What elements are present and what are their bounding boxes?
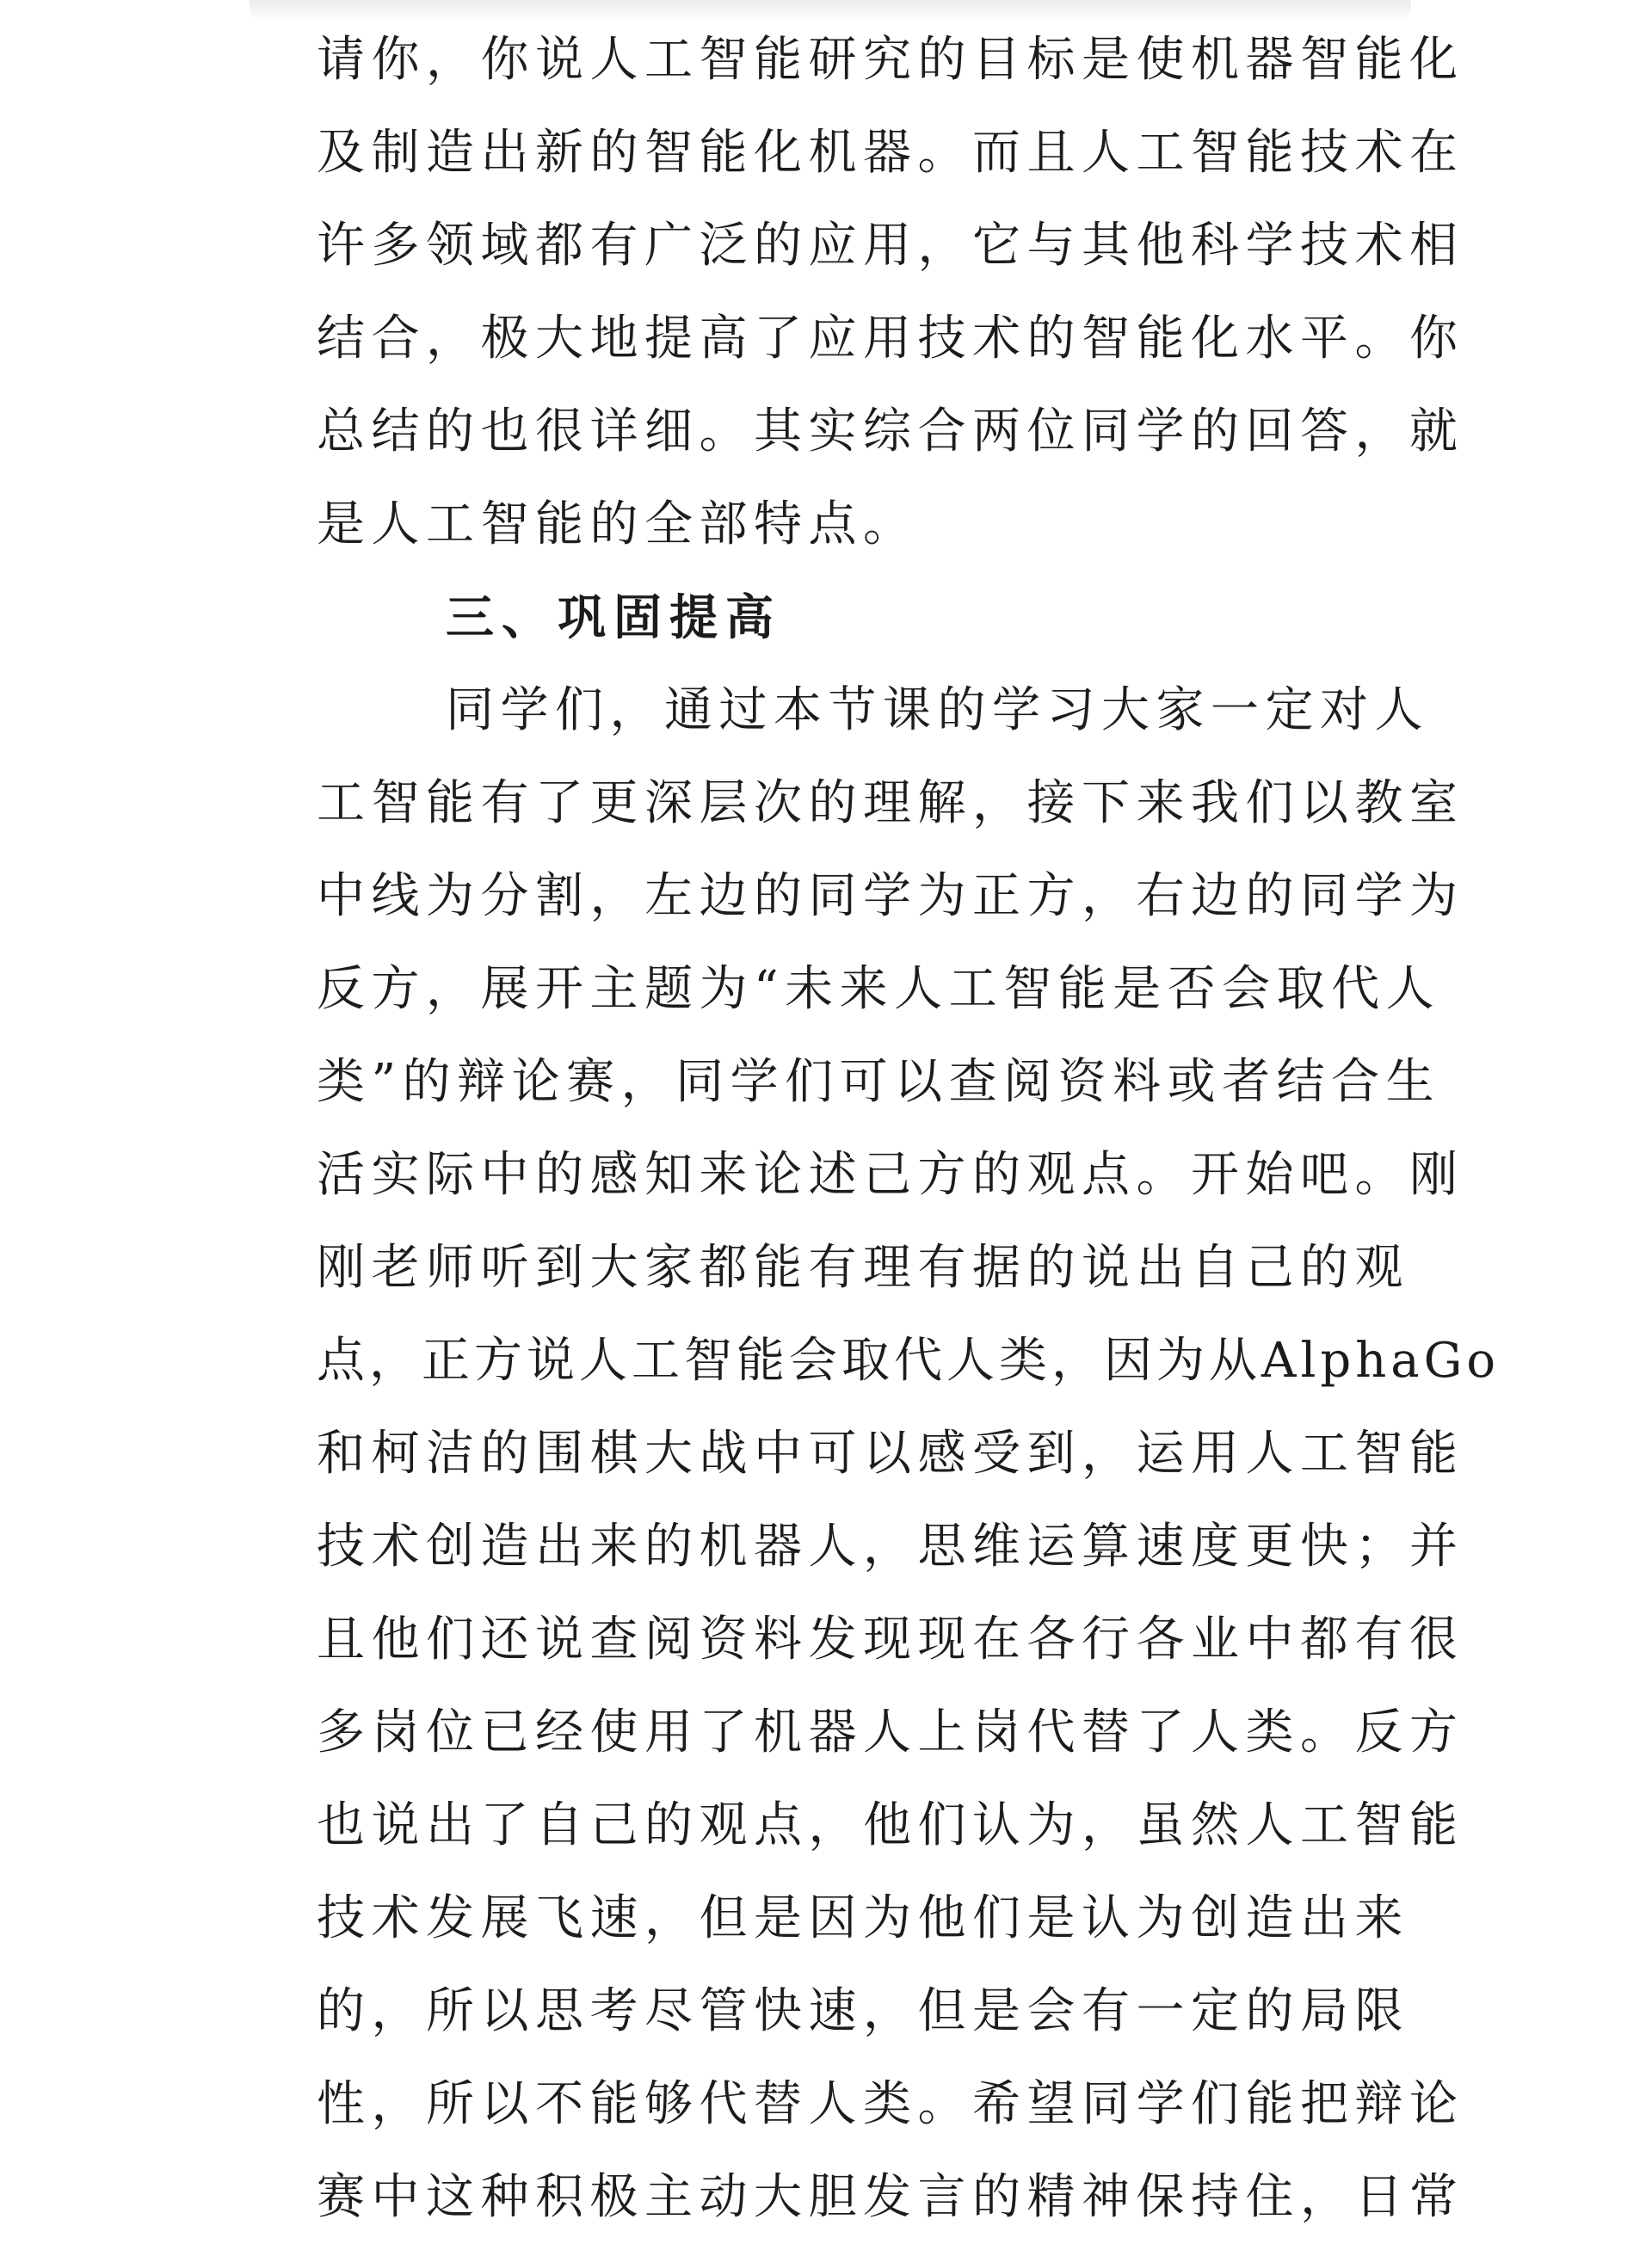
text-line: 是人工智能的全部特点。 (317, 496, 918, 552)
text-line: 点，正方说人工智能会取代人类，因为从AlphaGo (317, 1333, 1501, 1389)
text-line: 技术发展飞速，但是因为他们是认为创造出来 (317, 1890, 1409, 1946)
text-line: 多岗位已经使用了机器人上岗代替了人类。反方 (317, 1705, 1464, 1760)
text-line: 且他们还说查阅资料发现现在各行各业中都有很 (317, 1612, 1464, 1668)
section-heading: 三、巩固提高 (446, 589, 781, 646)
text-line: 许多领域都有广泛的应用，它与其他科学技术相 (317, 218, 1464, 274)
text-line: 刚老师听到大家都能有理有据的说出自己的观 (317, 1240, 1409, 1296)
text-line: 赛中这种积极主动大胆发言的精神保持住，日常 (317, 2169, 1464, 2225)
text-line: 也说出了自己的观点，他们认为，虽然人工智能 (317, 1797, 1464, 1853)
text-line: 技术创造出来的机器人，思维运算速度更快；并 (317, 1519, 1464, 1575)
text-line: 反方，展开主题为“未来人工智能是否会取代人 (317, 961, 1441, 1017)
text-line: 中线为分割，左边的同学为正方，右边的同学为 (317, 868, 1464, 924)
text-line: 请你，你说人工智能研究的目标是使机器智能化 (317, 32, 1464, 88)
text-line: 的，所以思考尽管快速，但是会有一定的局限 (317, 1983, 1409, 2039)
text-line: 工智能有了更深层次的理解，接下来我们以教室 (317, 775, 1464, 831)
text-line: 及制造出新的智能化机器。而且人工智能技术在 (317, 125, 1464, 181)
text-line: 性，所以不能够代替人类。希望同学们能把辩论 (317, 2076, 1464, 2132)
text-line: 总结的也很详细。其实综合两位同学的回答，就 (317, 404, 1464, 459)
text-line: 活实际中的感知来论述己方的观点。开始吧。刚 (317, 1147, 1464, 1203)
text-line: 类”的辩论赛，同学们可以查阅资料或者结合生 (317, 1054, 1441, 1110)
text-line: 和柯洁的围棋大战中可以感受到，运用人工智能 (317, 1426, 1464, 1482)
text-line: 同学们，通过本节课的学习大家一定对人 (446, 682, 1429, 738)
text-line: 结合，极大地提高了应用技术的智能化水平。你 (317, 311, 1464, 367)
